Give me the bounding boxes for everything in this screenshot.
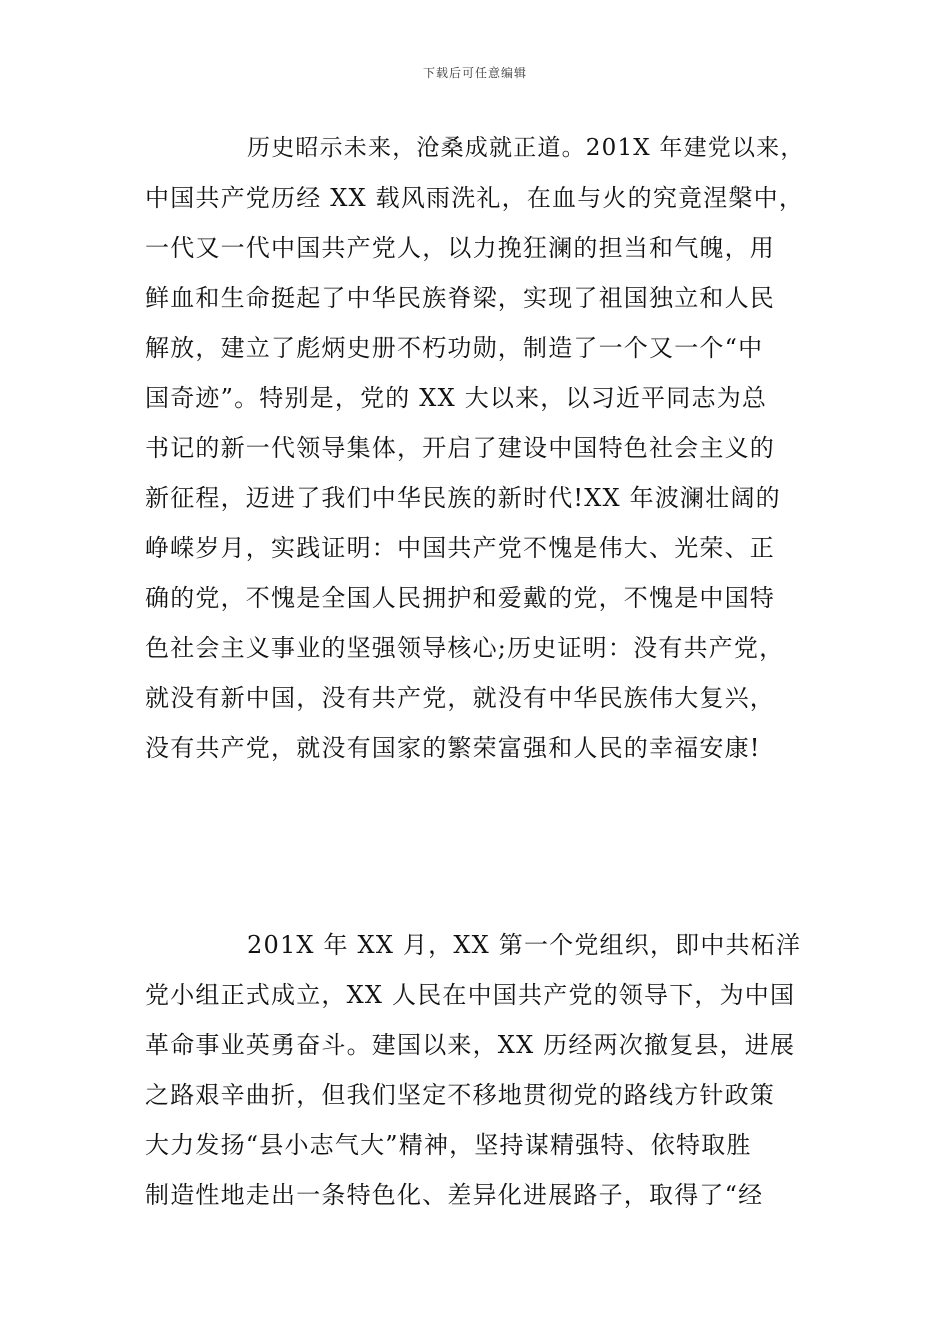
- text-line: 解放，建立了彪炳史册不朽功勋，制造了一个又一个“中: [145, 334, 764, 362]
- text-line: 历史昭示未来，沧桑成就正道。201X 年建党以来，: [247, 135, 805, 161]
- text-line: 色社会主义事业的坚强领导核心;历史证明：没有共产党，: [145, 634, 785, 662]
- text-line: 中国共产党历经 XX 载风雨洗礼，在血与火的究竟涅槃中，: [145, 184, 805, 212]
- text-line: 没有共产党，就没有国家的繁荣富强和人民的幸福安康!: [145, 734, 761, 762]
- text-line: 党小组正式成立，XX 人民在中国共产党的领导下，为中国: [145, 981, 796, 1009]
- text-line: 革命事业英勇奋斗。建国以来，XX 历经两次撤复县，进展: [145, 1031, 796, 1059]
- text-line: 新征程，迈进了我们中华民族的新时代!XX 年波澜壮阔的: [145, 484, 781, 512]
- paragraph-1: [145, 123, 815, 773]
- text-line: 确的党，不愧是全国人民拥护和爱戴的党，不愧是中国特: [145, 584, 775, 612]
- page-header: 下载后可任意编辑: [422, 66, 527, 80]
- text-line: 书记的新一代领导集体，开启了建设中国特色社会主义的: [145, 434, 775, 462]
- text-line: 制造性地走出一条特色化、差异化进展路子，取得了“经: [145, 1181, 764, 1209]
- text-line: 一代又一代中国共产党人，以力挽狂澜的担当和气魄，用: [145, 234, 775, 262]
- text-line: 大力发扬“县小志气大”精神，坚持谋精强特、依特取胜: [145, 1131, 752, 1159]
- text-line: 就没有新中国，没有共产党，就没有中华民族伟大复兴，: [145, 684, 775, 712]
- text-line: 之路艰辛曲折，但我们坚定不移地贯彻党的路线方针政策: [145, 1081, 775, 1109]
- text-line: 鲜血和生命挺起了中华民族脊梁，实现了祖国独立和人民: [145, 284, 775, 312]
- text-line: 峥嵘岁月，实践证明：中国共产党不愧是伟大、光荣、正: [145, 534, 775, 562]
- text-line: 国奇迹”。特别是，党的 XX 大以来，以习近平同志为总: [145, 384, 768, 412]
- text-line: 201X 年 XX 月，XX 第一个党组织，即中共柘洋: [247, 931, 802, 959]
- paragraph-2: [145, 920, 815, 1220]
